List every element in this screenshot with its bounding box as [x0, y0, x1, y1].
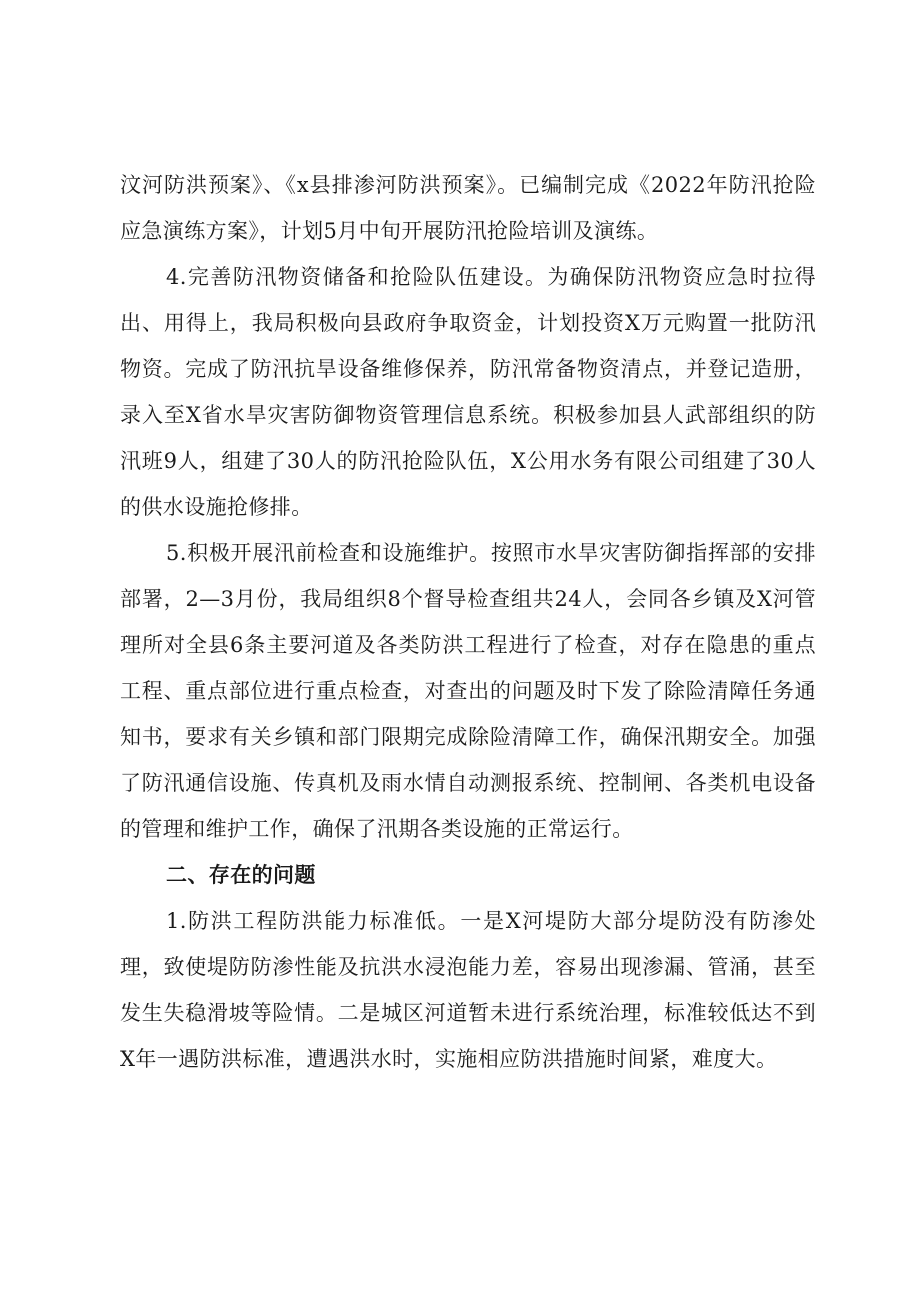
paragraph-problem-1: 1.防洪工程防洪能力标准低。一是X河堤防大部分堤防没有防渗处理，致使堤防防渗性能及抗洪水浸泡能力差，容易出现渗漏、管涌，甚至发生失稳滑坡等险情。二是城区河道暂未进行系统治理，标准较低达不到X年一遇防洪标准，遭遇洪水时，实施相应防洪措施时间紧，难度大。 [120, 909, 816, 1071]
paragraph-continuation: 汶河防洪预案》、《x县排渗河防洪预案》。已编制完成《2022年防汛抢险应急演练方案》，计划5月中旬开展防汛抢险培训及演练。 [120, 173, 816, 243]
paragraph-item-4: 4.完善防汛物资储备和抢险队伍建设。为确保防汛物资应急时拉得出、用得上，我局积极向县政府争取资金，计划投资X万元购置一批防汛物资。完成了防汛抗旱设备维修保养，防汛常备物资清点，并登记造册，录入至X省水旱灾害防御物资管理信息系统。积极参加县人武部组织的防汛班9人，组建了30人的防汛抢险队伍，X公用水务有限公司组建了30人的供水设施抢修排。 [120, 265, 816, 519]
paragraph-item-5: 5.积极开展汛前检查和设施维护。按照市水旱灾害防御指挥部的安排部署，2—3月份，我局组织8个督导检查组共24人，会同各乡镇及X河管理所对全县6条主要河道及各类防洪工程进行了检查，对存在隐患的重点工程、重点部位进行重点检查，对查出的问题及时下发了除险清障任务通知书，要求有关乡镇和部门限期完成除险清障工作，确保汛期安全。加强了防汛通信设施、传真机及雨水情自动测报系统、控制闸、各类机电设备的管理和维护工作，确保了汛期各类设施的正常运行。 [120, 541, 816, 841]
body-text [120, 162, 816, 1082]
section-heading: 二、存在的问题 [166, 862, 316, 887]
